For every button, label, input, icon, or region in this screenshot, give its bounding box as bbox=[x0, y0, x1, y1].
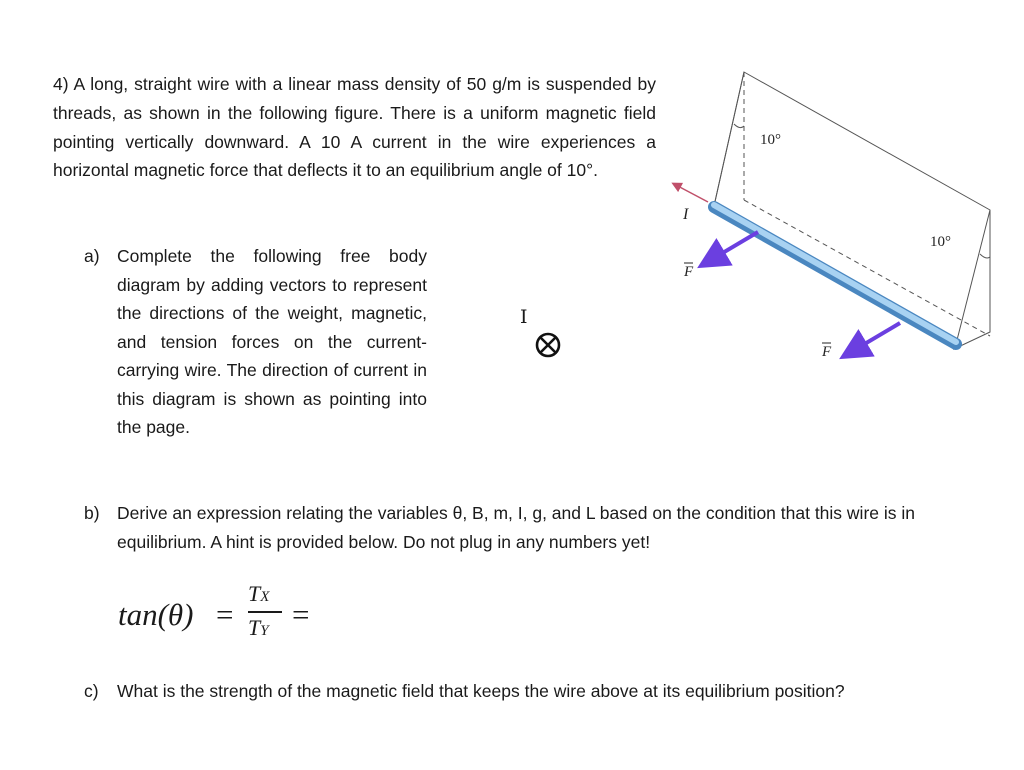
fbd-current-label: I bbox=[520, 306, 528, 328]
angle-arc-right bbox=[980, 254, 990, 258]
part-b-text: Derive an expression relating the variables θ, B, m, I, g, and L based on the condition that this wire is in equilibrium. A hint is provided below. Do not plug in any numbers yet! bbox=[117, 503, 915, 552]
suspended-wire-figure bbox=[664, 64, 994, 374]
angle-label-top: 10° bbox=[760, 132, 781, 148]
part-a-text: Complete the following free body diagram by adding vectors to represent the directions of the weight, magnetic, and tension forces on the current-carrying wire. The direction of current in this diagram is shown as pointing into the page. bbox=[117, 246, 427, 437]
figure-current-label: I bbox=[683, 206, 689, 223]
into-page-icon bbox=[516, 306, 576, 366]
thread-left bbox=[714, 72, 744, 206]
hint-equation bbox=[118, 581, 338, 649]
part-c bbox=[84, 677, 999, 707]
force-label-2: F bbox=[822, 344, 832, 360]
angle-arc-top bbox=[734, 124, 744, 128]
equation-lhs: tan(θ) bbox=[118, 597, 194, 632]
wire-highlight bbox=[714, 205, 956, 342]
free-body-diagram bbox=[516, 306, 576, 366]
equation-equals-2: = bbox=[292, 597, 310, 632]
force-arrow-1 bbox=[704, 232, 758, 264]
part-b-label: b) bbox=[84, 503, 100, 523]
force-label-1: F bbox=[684, 264, 694, 280]
tension-fraction bbox=[248, 581, 284, 649]
fraction-numerator: TX bbox=[248, 581, 270, 606]
equation-equals: = bbox=[216, 597, 234, 632]
part-a-label: a) bbox=[84, 246, 100, 266]
wire-figure-svg bbox=[664, 64, 994, 374]
part-b bbox=[84, 499, 999, 559]
part-a bbox=[84, 242, 429, 472]
angle-label-right: 10° bbox=[930, 234, 951, 250]
problem-intro: 4) A long, straight wire with a linear mass density of 50 g/m is suspended by threads, as shown in the following figure. There is a uniform magnetic field pointing vertically downward. A 10 A current in the wire experiences a horizontal magnetic force that deflects it to an equilibrium angle of 10°. bbox=[53, 74, 656, 181]
part-c-text: What is the strength of the magnetic field that keeps the wire above at its equilibrium position? bbox=[117, 681, 845, 701]
current-arrow bbox=[674, 184, 708, 202]
part-c-label: c) bbox=[84, 681, 99, 701]
plane-bottom-dashed bbox=[744, 200, 990, 336]
support-plane bbox=[714, 72, 990, 349]
force-arrow-2 bbox=[846, 323, 900, 355]
fraction-bar bbox=[248, 611, 282, 613]
thread-right bbox=[956, 210, 990, 344]
fraction-denominator: TY bbox=[248, 615, 269, 640]
